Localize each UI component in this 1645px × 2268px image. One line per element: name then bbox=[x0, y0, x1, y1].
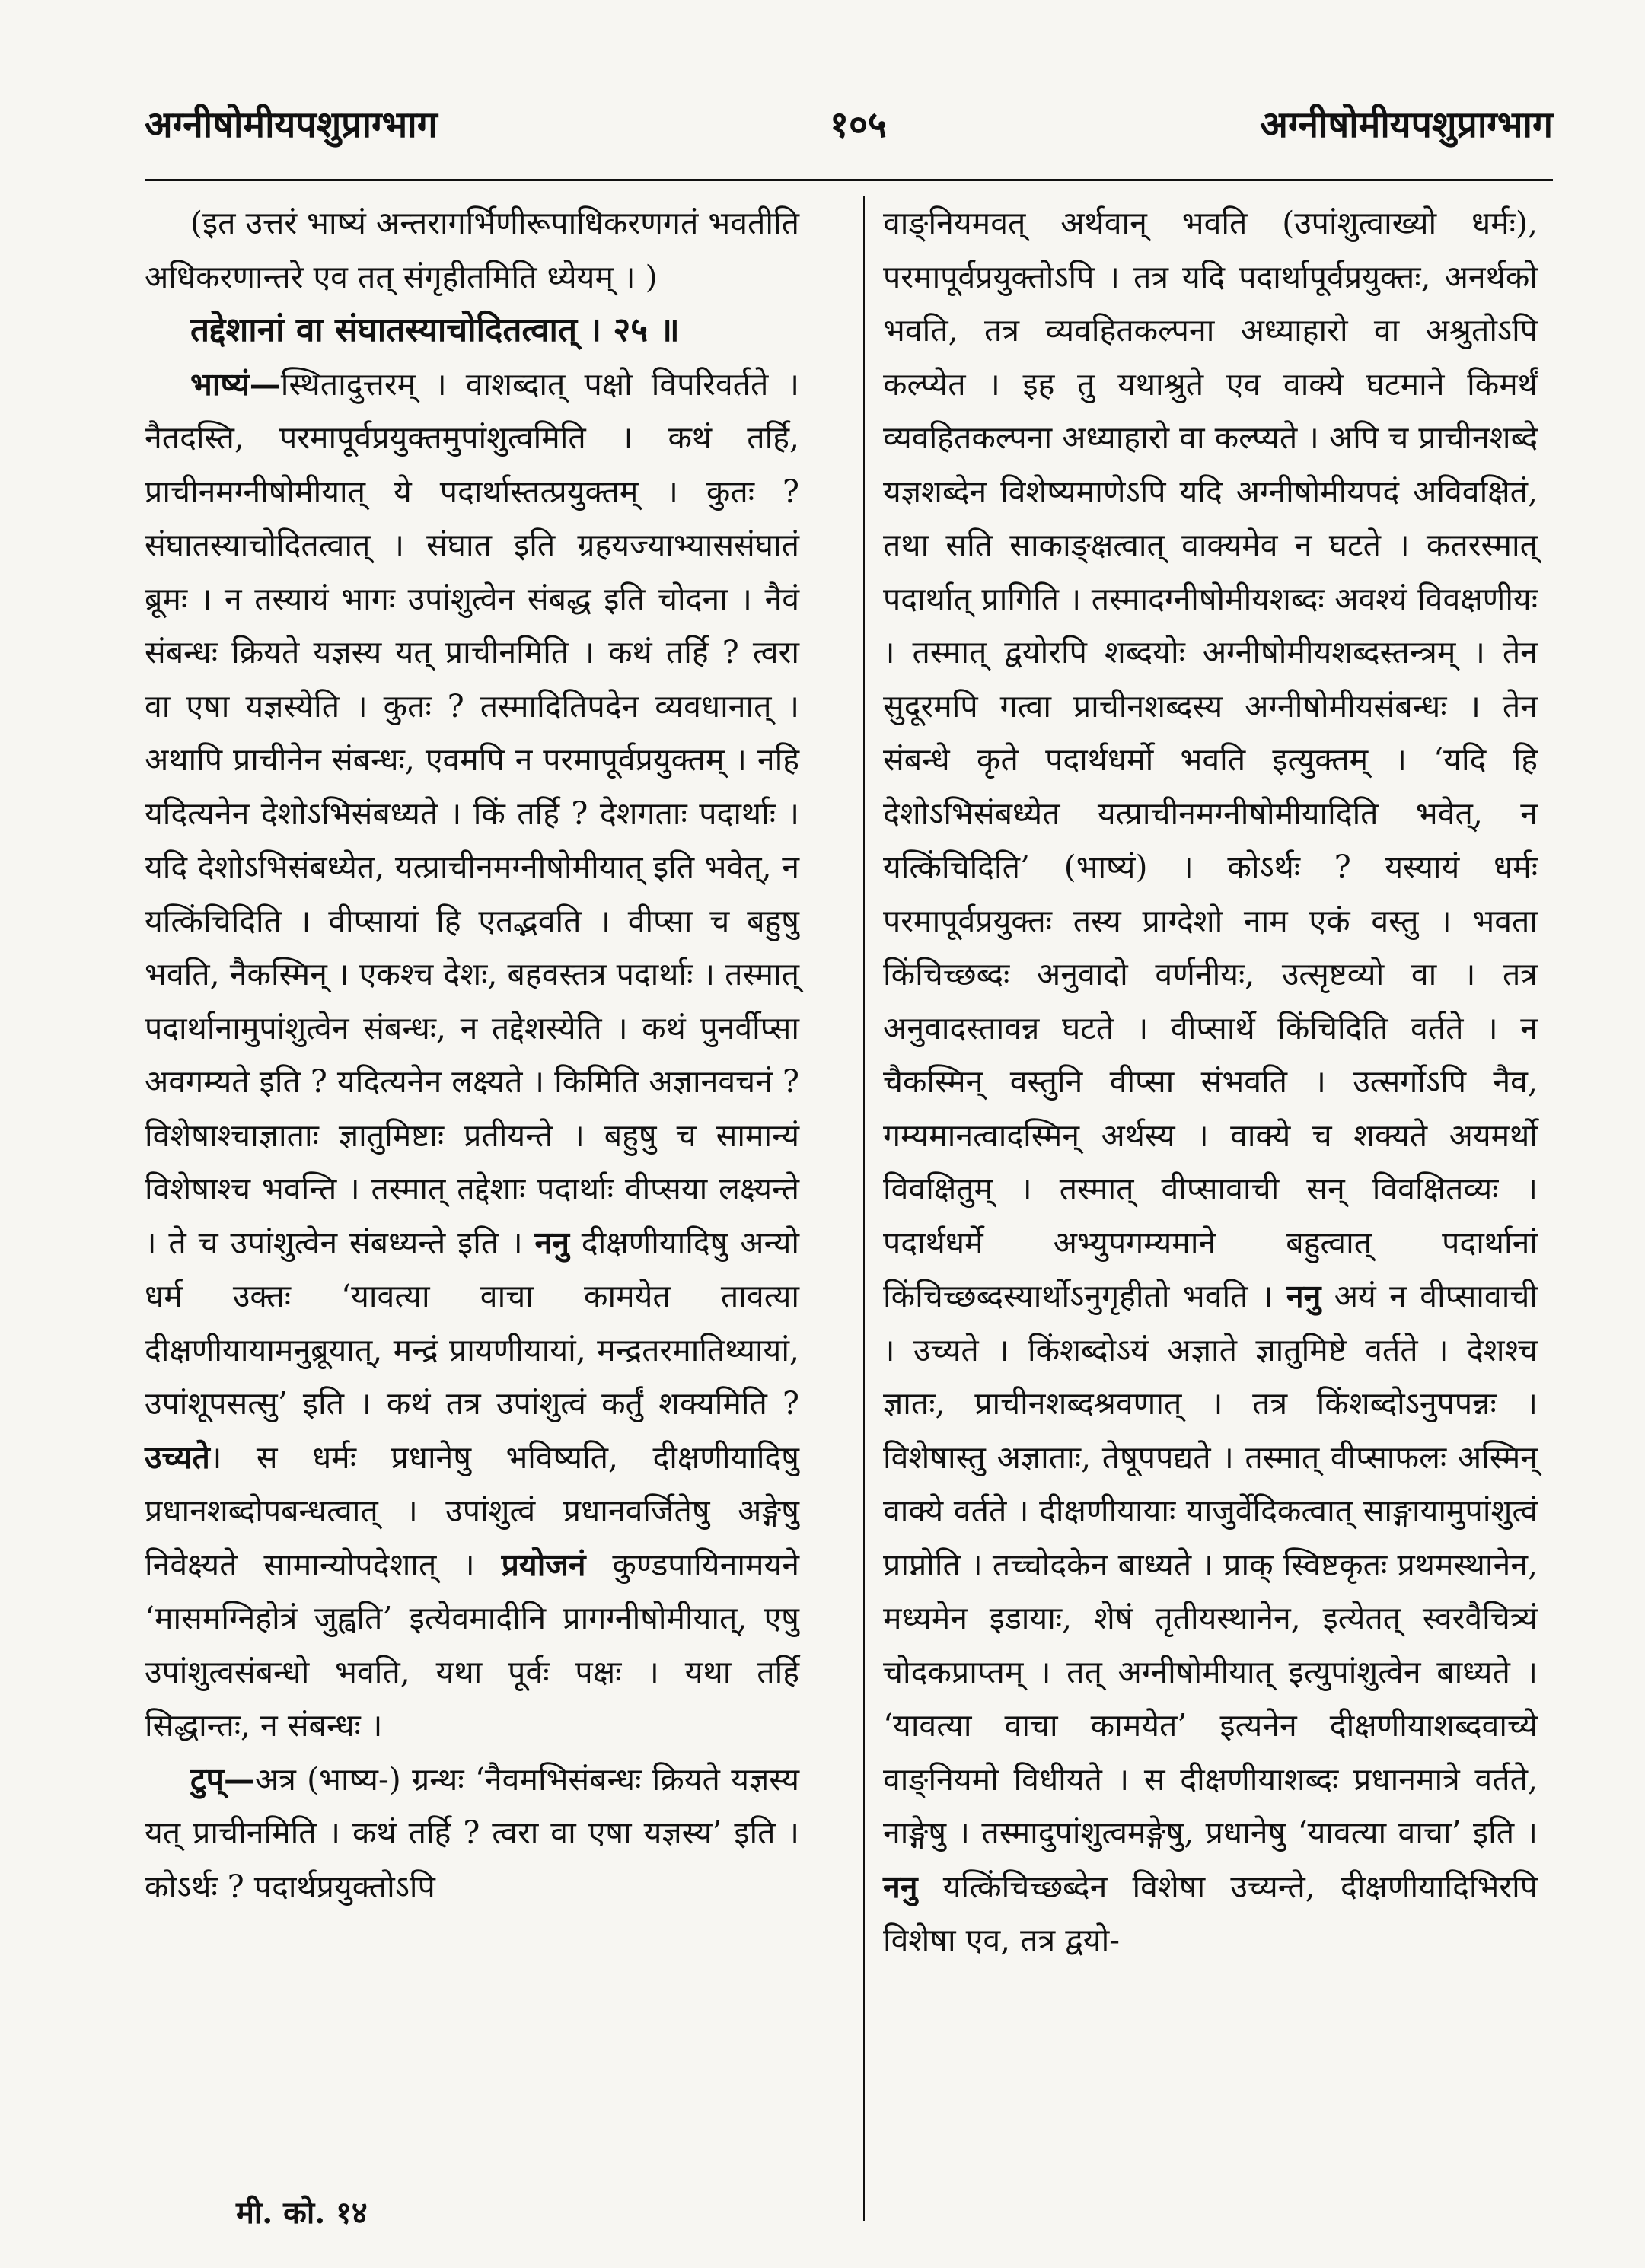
bhashya-label: भाष्यं— bbox=[190, 365, 281, 403]
nanu-label-1: ननु bbox=[1286, 1278, 1321, 1314]
header-title-left: अग्नीषोमीयपशुप्राग्भाग bbox=[145, 104, 438, 146]
right-text-3: यत्किंचिच्छब्देन विशेषा उच्यन्ते, दीक्षणीयादिभिरपि विशेषा एव, तत्र द्वयो- bbox=[883, 1868, 1538, 1958]
bhashya-text: स्थितादुत्तरम् । वाशब्दात् पक्षो विपरिवर्तते । नैतदस्ति, परमापूर्वप्रयुक्तमुपांशुत्वमिति । कथं तर्हि, प्राचीनमग्नीषोमीयात् ये पदार्थास्तत्प्रयुक्तम् । कुतः ? संघातस्याचोदितत्वात् । संघात इति ग्रहयज्याभ्याससंघातं ब्रूमः । न तस्यायं भागः उपांशुत्वेन संबद्ध इति चोदना । नैवं संबन्धः क्रियते यज्ञस्य यत् प्राचीनमिति । कथं तर्हि ? त्वरा वा एषा यज्ञस्येति । कुतः ? तस्मादितिपदेन व्यवधानात् । अथापि प्राचीनेन संबन्धः, एवमपि न परमापूर्वप्रयुक्तम् । नहि यदित्यनेन देशोऽभिसंबध्यते । किं तर्हि ? देशगताः पदार्थाः । यदि देशोऽभिसंबध्येत, यत्प्राचीनमग्नीषोमीयात् इति भवेत्, न यत्किंचिदिति । वीप्सायां हि एतद्भवति । वीप्सा च बहुषु भवति, नैकस्मिन् । एकश्च देशः, बहवस्तत्र पदार्थाः । तस्मात् पदार्थानामुपांशुत्वेन संबन्धः, न तद्देशस्येति । कथं पुनर्वीप्सा अवगम्यते इति ? यदित्यनेन लक्ष्यते । किमिति अज्ञानवचनं ? विशेषाश्चाज्ञाताः ज्ञातुमिष्टाः प्रतीयन्ते । बहुषु च सामान्यं विशेषाश्च भवन्ति । तस्मात् तद्देशाः पदार्थाः वीप्सया लक्ष्यन्ते । ते च उपांशुत्वेन संबध्यन्ते इति । bbox=[145, 365, 799, 1261]
bhashya-paragraph bbox=[145, 358, 799, 1753]
signature-mark: मी. को. १४ bbox=[236, 2195, 368, 2231]
editorial-note: (इत उत्तरं भाष्यं अन्तरागर्भिणीरूपाधिकरणगतं भवतीति अधिकरणान्तरे एव तत् संगृहीतमिति ध्येयम् । ) bbox=[145, 205, 800, 295]
header-title-right: अग्नीषोमीयपशुप्राग्भाग bbox=[1260, 104, 1553, 146]
running-header bbox=[145, 99, 1553, 160]
column-divider bbox=[863, 196, 865, 2221]
nanu-text: दीक्षणीयादिषु अन्यो धर्म उक्तः ‘यावत्या वाचा कामयेत तावत्या दीक्षणीयायामनुब्रूयात्, मन्द्रं प्रायणीयायां, मन्द्रतरमातिथ्यायां, उपांशूपसत्सु’ इति । कथं तत्र उपांशुत्वं कर्तुं शक्यमिति ? bbox=[145, 1224, 799, 1422]
tup-text: अत्र (भाष्य-) ग्रन्थः ‘नैवमभिसंबन्धः क्रियते यज्ञस्य यत् प्राचीनमिति । कथं तर्हि ? त्वरा वा एषा यज्ञस्य’ इति । कोऽर्थः ? पदार्थप्रयुक्तोऽपि bbox=[145, 1760, 799, 1905]
sutra-25: तद्देशानां वा संघातस्याचोदितत्वात् । २५ ॥ bbox=[190, 311, 680, 349]
right-paragraph bbox=[883, 196, 1538, 1967]
prayojana-label: प्रयोजनं bbox=[501, 1546, 586, 1583]
right-text-2: अयं न वीप्सावाची । उच्यते । किंशब्दोऽयं अज्ञाते ज्ञातुमिष्टे वर्तते । देशश्च ज्ञातः, प्राचीनशब्दश्रवणात् । तत्र किंशब्दोऽनुपपन्नः । विशेषास्तु अज्ञाताः, तेषूपपद्यते । तस्मात् वीप्साफलः अस्मिन् वाक्ये वर्तते । दीक्षणीयायाः याजुर्वेदिकत्वात् साङ्गायामुपांशुत्वं प्राप्नोति । तच्चोदकेन बाध्यते । प्राक् स्विष्टकृतः प्रथमस्थानेन, मध्यमेन इडायाः, शेषं तृतीयस्थानेन, इत्येतत् स्वरवैचित्र्यं चोदकप्राप्तम् । तत् अग्नीषोमीयात् इत्युपांशुत्वेन बाध्यते । ‘यावत्या वाचा कामयेत’ इत्यनेन दीक्षणीयाशब्दवाच्ये वाङ्नियमो विधीयते । स दीक्षणीयाशब्दः प्रधानमात्रे वर्तते, नाङ्गेषु । तस्मादुपांशुत्वमङ्गेषु, प्रधानेषु ‘यावत्या वाचा’ इति । bbox=[883, 1278, 1538, 1851]
nanu-label-2: ननु bbox=[883, 1868, 918, 1905]
right-text-1: वाङ्नियमवत् अर्थवान् भवति (उपांशुत्वाख्यो धर्मः), परमापूर्वप्रयुक्तोऽपि । तत्र यदि पदार्थापूर्वप्रयुक्तः, अनर्थको भवति, तत्र व्यवहितकल्पना अध्याहारो वा अश्रुतोऽपि कल्प्येत । इह तु यथाश्रुते एव वाक्ये घटमाने किमर्थं व्यवहितकल्पना अध्याहारो वा कल्प्यते । अपि च प्राचीनशब्दे यज्ञशब्देन विशेष्यमाणेऽपि यदि अग्नीषोमीयपदं अविवक्षितं, तथा सति साकाङ्क्षत्वात् वाक्यमेव न घटते । कतरस्मात् पदार्थात् प्रागिति । तस्मादग्नीषोमीयशब्दः अवश्यं विवक्षणीयः । तस्मात् द्वयोरपि शब्दयोः अग्नीषोमीयशब्दस्तन्त्रम् । तेन सुदूरमपि गत्वा प्राचीनशब्दस्य अग्नीषोमीयसंबन्धः । तेन संबन्धे कृते पदार्थधर्मो भवति इत्युक्तम् । ‘यदि हि देशोऽभिसंबध्येत यत्प्राचीनमग्नीषोमीयादिति भवेत्, न यत्किंचिदिति’ (भाष्यं) । कोऽर्थः ? यस्यायं धर्मः परमापूर्वप्रयुक्तः तस्य प्राग्देशो नाम एकं वस्तु । भवता किंचिच्छब्दः अनुवादो वर्णनीयः, उत्सृष्टव्यो वा । तत्र अनुवादस्तावन्न घटते । वीप्सार्थे किंचिदिति वर्तते । न चैकस्मिन् वस्तुनि वीप्सा संभवति । उत्सर्गोऽपि नैव, गम्यमानत्वादस्मिन् अर्थस्य । वाक्ये च शक्यते अयमर्थो विवक्षितुम् । तस्मात् वीप्सावाची सन् विवक्षितव्यः । पदार्थधर्मे अभ्युपगम्यमाने बहुत्वात् पदार्थानां किंचिच्छब्दस्यार्थोऽनुगृहीतो भवति । bbox=[883, 205, 1538, 1314]
uchyate-text: । स धर्मः प्रधानेषु भविष्यति, दीक्षणीयादिषु प्रधानशब्दोपबन्धत्वात् । उपांशुत्वं प्रधानवर्जितेषु अङ्गेषु निवेक्ष्यते सामान्योपदेशात् । bbox=[145, 1438, 799, 1583]
page-number: १०५ bbox=[830, 104, 887, 146]
tup-paragraph bbox=[145, 1753, 799, 1914]
uchyate-label: उच्यते bbox=[145, 1438, 210, 1476]
nanu-label: ननु bbox=[534, 1224, 569, 1261]
right-column bbox=[883, 196, 1538, 1967]
header-rule bbox=[145, 179, 1553, 181]
prayojana-text: कुण्डपायिनामयने ‘मासमग्निहोत्रं जुह्वति’ इत्येवमादीनि प्रागग्नीषोमीयात्, एषु उपांशुत्वसंबन्धो भवति, यथा पूर्वः पक्षः । यथा तर्हि सिद्धान्तः, न संबन्धः । bbox=[145, 1546, 799, 1744]
left-column bbox=[145, 196, 799, 1913]
tup-label: टुप्— bbox=[190, 1760, 255, 1798]
